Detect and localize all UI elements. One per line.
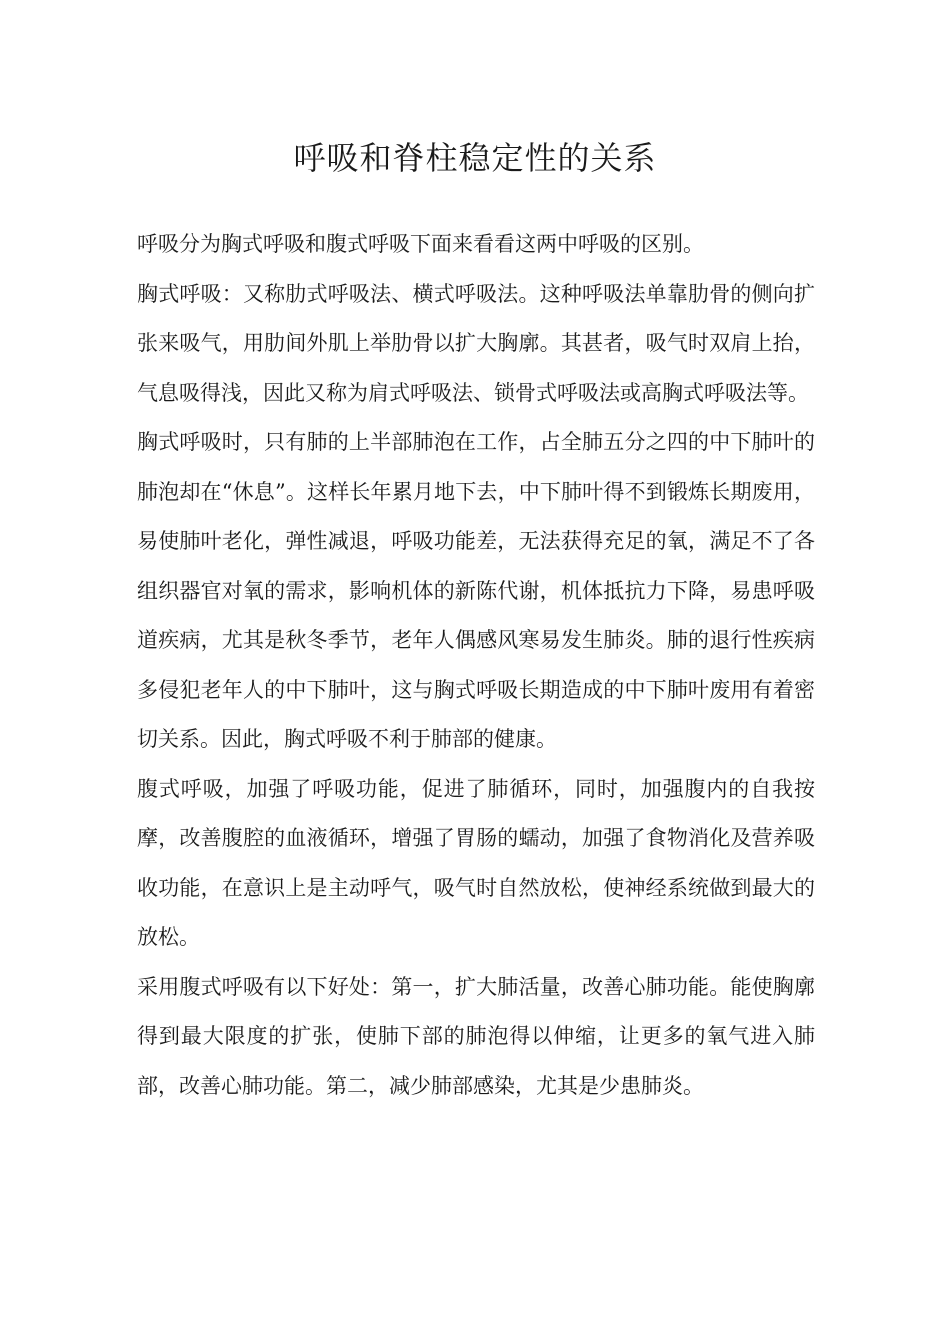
- paragraph-chest-breathing-definition: 胸式呼吸：又称肋式呼吸法、横式呼吸法。这种呼吸法单靠肋骨的侧向扩张来吸气，用肋间外肌上举肋骨以扩大胸廓。其甚者，吸气时双肩上抬，气息吸得浅，因此又称为肩式呼吸法、锁骨式呼吸法或高胸式呼吸法等。: [137, 281, 815, 405]
- page-title: 呼吸和脊柱稳定性的关系: [293, 139, 657, 177]
- document-body: [137, 220, 815, 1111]
- paragraph-abdominal-benefits: 采用腹式呼吸有以下好处：第一，扩大肺活量，改善心肺功能。能使胸廓得到最大限度的扩张，使肺下部的肺泡得以伸缩，让更多的氧气进入肺部，改善心肺功能。第二，减少肺部感染，尤其是少患肺炎。: [137, 974, 815, 1098]
- paragraph-abdominal-breathing: 腹式呼吸，加强了呼吸功能，促进了肺循环，同时，加强腹内的自我按摩，改善腹腔的血液循环，增强了胃肠的蠕动，加强了食物消化及营养吸收功能，在意识上是主动呼气，吸气时自然放松，使神经系统做到最大的放松。: [137, 776, 815, 949]
- paragraph-intro: 呼吸分为胸式呼吸和腹式呼吸下面来看看这两中呼吸的区别。: [137, 232, 704, 256]
- paragraph-chest-breathing-effects: 胸式呼吸时，只有肺的上半部肺泡在工作，占全肺五分之四的中下肺叶的肺泡却在“休息”。这样长年累月地下去，中下肺叶得不到锻炼长期废用，易使肺叶老化，弹性减退，呼吸功能差，无法获得充足的氧，满足不了各组织器官对氧的需求，影响机体的新陈代谢，机体抵抗力下降，易患呼吸道疾病，尤其是秋冬季节，老年人偶感风寒易发生肺炎。肺的退行性疾病多侵犯老年人的中下肺叶，这与胸式呼吸长期造成的中下肺叶废用有着密切关系。因此，胸式呼吸不利于肺部的健康。: [137, 430, 815, 751]
